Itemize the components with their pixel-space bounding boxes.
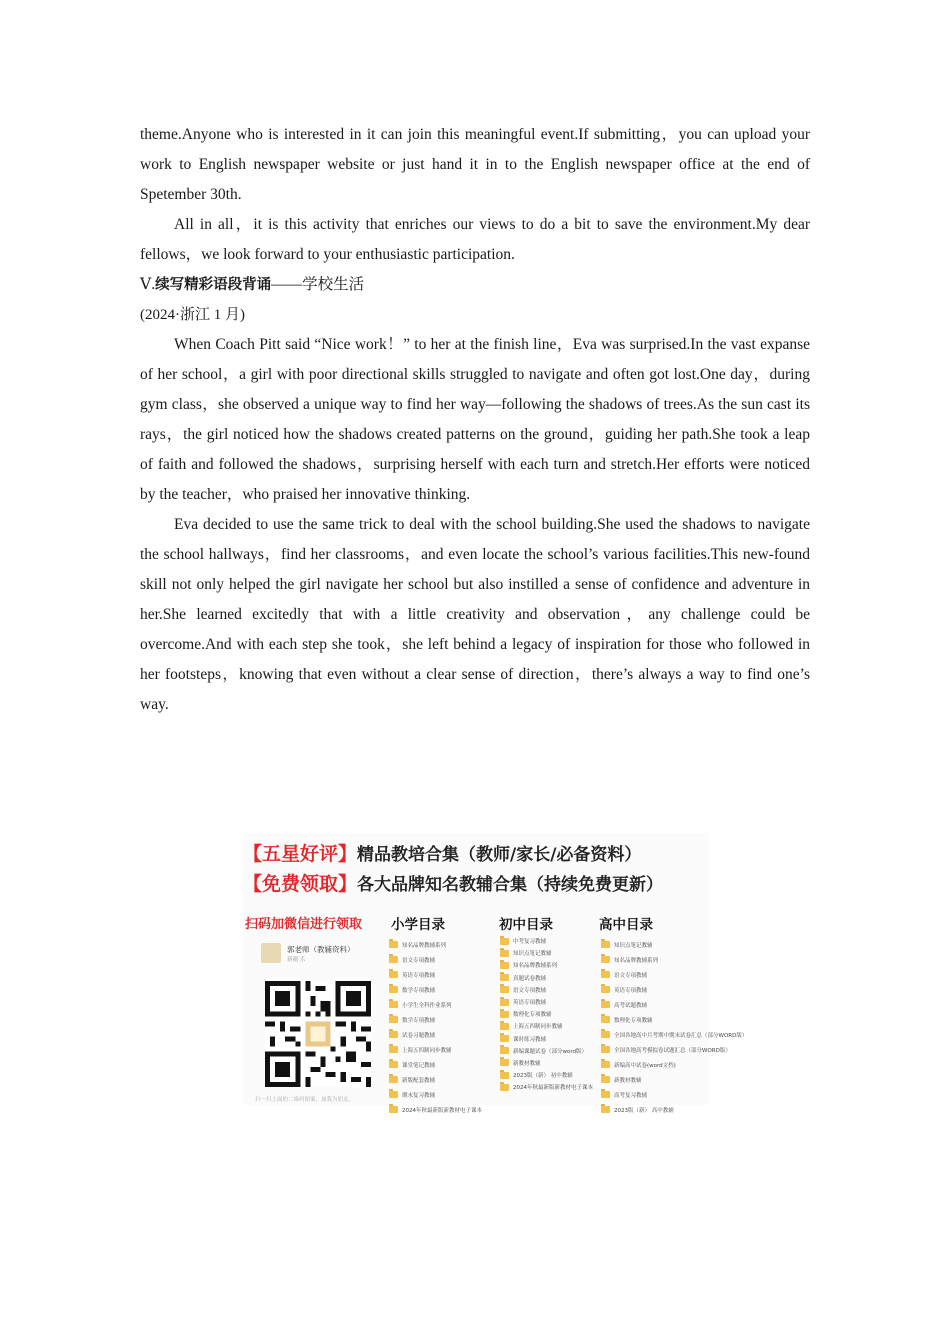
folder-icon (500, 1059, 509, 1066)
promo-banner (243, 833, 748, 1114)
folder-icon (500, 938, 509, 945)
folder-icon (500, 1023, 509, 1030)
folder-icon (389, 1046, 398, 1053)
list-item[interactable]: 数学专项教辅 (389, 982, 482, 997)
qr-caption: 扫一扫上面的二维码图案，加我为朋友。 (255, 1097, 355, 1103)
folder-icon (389, 1031, 398, 1038)
middle-folder-list (500, 935, 593, 1093)
paragraph-all-in-all: All in all，it is this activity that enriches our views to do a bit to save the environment.My dear fellows，we look forward to your enthusiastic participation. (140, 216, 810, 263)
list-item[interactable]: 新编课题试卷（部分word版） (500, 1045, 593, 1057)
column-title-primary: 小学目录 (391, 917, 445, 933)
promo-line-2-text: 各大品牌知名教辅合集（持续免费更新） (357, 875, 664, 895)
list-item[interactable]: 知识点笔记教辅 (500, 947, 593, 959)
list-item[interactable]: 新教材教辅 (601, 1072, 747, 1087)
list-item[interactable]: 数理化专项教辅 (601, 1012, 747, 1027)
list-item[interactable]: 英语专项教辅 (500, 996, 593, 1008)
folder-icon (500, 950, 509, 957)
folder-icon (500, 962, 509, 969)
promo-line-2 (243, 869, 709, 899)
list-item[interactable]: 真题试卷教辅 (500, 972, 593, 984)
column-title-middle: 初中目录 (499, 917, 553, 933)
folder-icon (500, 999, 509, 1006)
folder-icon (601, 941, 610, 948)
column-title-high: 高中目录 (599, 917, 653, 933)
list-item[interactable]: 知名品牌教辅系列 (500, 959, 593, 971)
promo-line-1-red: 【五星好评】 (243, 843, 358, 865)
folder-icon (500, 1047, 509, 1054)
high-folder-list (601, 937, 747, 1117)
folder-icon (500, 1035, 509, 1042)
section-heading (140, 270, 810, 300)
list-item[interactable]: 2023版（新） 高中教辅 (601, 1102, 747, 1117)
folder-icon (500, 1011, 509, 1018)
list-item[interactable]: 期末复习教辅 (389, 1087, 482, 1102)
folder-icon (389, 956, 398, 963)
folder-icon (389, 1106, 398, 1113)
section-source: (2024·浙江 1 月) (140, 307, 245, 323)
folder-icon (389, 1001, 398, 1008)
folder-icon (389, 941, 398, 948)
list-item[interactable]: 数理化专项教辅 (500, 1008, 593, 1020)
list-item[interactable]: 试卷习题教辅 (389, 1027, 482, 1042)
qr-card-header (261, 943, 381, 963)
folder-icon (601, 1106, 610, 1113)
list-item[interactable]: 中考复习教辅 (500, 935, 593, 947)
primary-folder-list (389, 937, 482, 1117)
list-item[interactable]: 高考复习教辅 (601, 1087, 747, 1102)
list-item[interactable]: 2024年秋最新版新教材电子课本 (500, 1081, 593, 1093)
promo-line-1 (243, 839, 709, 869)
folder-icon (601, 971, 610, 978)
list-item[interactable]: 2023版（新） 初中教辅 (500, 1069, 593, 1081)
list-item[interactable]: 知名品牌教辅系列 (601, 952, 747, 967)
paragraph-story-1: When Coach Pitt said “Nice work！” to her at the finish line，Eva was surprised.In the vast expanse of her school，a girl with poor directional skills struggled to navigate and often got lost.One day，during gym class，she observed a unique way to find her way—following the shadows of trees.As the sun cast its rays，the girl noticed how the shadows created patterns on the ground，guiding her path.She took a leap of faith and followed the shadows，surprising herself with each turn and stretch.Her efforts were noticed by the teacher，who praised her innovative thinking. (140, 336, 810, 503)
qr-card (261, 939, 381, 1099)
list-item[interactable]: 课时练习教辅 (500, 1033, 593, 1045)
folder-icon (389, 1076, 398, 1083)
list-item[interactable]: 新版配套教辅 (389, 1072, 482, 1087)
avatar (261, 943, 281, 963)
list-item[interactable]: 语文专项教辅 (389, 952, 482, 967)
section-title-rest: ——学校生活 (271, 276, 365, 293)
folder-icon (601, 1046, 610, 1053)
section-title-bold: 续写精彩语段背诵 (155, 277, 272, 293)
folder-icon (389, 986, 398, 993)
scan-label: 扫码加微信进行领取 (245, 917, 363, 932)
folder-icon (389, 1061, 398, 1068)
list-item[interactable]: 新编高中试卷(word文档) (601, 1057, 747, 1072)
folder-icon (389, 1091, 398, 1098)
qr-contact-region: 新疆 乐 (287, 956, 306, 963)
list-item[interactable]: 高考试题教辅 (601, 997, 747, 1012)
list-item[interactable]: 知识点笔记教辅 (601, 937, 747, 952)
promo-column-headers (243, 913, 709, 933)
list-item[interactable]: 全国各地高中月考期中期末试卷汇总（部分WORD版） (601, 1027, 747, 1042)
list-item[interactable]: 语文专项教辅 (601, 967, 747, 982)
list-item[interactable]: 小学生全科作业系列 (389, 997, 482, 1012)
folder-icon (601, 1076, 610, 1083)
folder-icon (500, 974, 509, 981)
folder-icon (500, 1084, 509, 1091)
list-item[interactable]: 英语专项教辅 (601, 982, 747, 997)
paragraph-theme: theme.Anyone who is interested in it can join this meaningful event.If submitting，you can upload your work to English newspaper website or just hand it in to the English newspaper office at the end of Spetember 30th. (140, 126, 810, 203)
folder-icon (500, 986, 509, 993)
qr-code-icon[interactable] (265, 981, 371, 1087)
list-item[interactable]: 英语专项教辅 (389, 967, 482, 982)
folder-icon (389, 971, 398, 978)
folder-icon (601, 1091, 610, 1098)
document-page (140, 120, 810, 720)
list-item[interactable]: 全国各地高考模拟卷试题汇总（部分WORD版） (601, 1042, 747, 1057)
folder-icon (389, 1016, 398, 1023)
list-item[interactable]: 2024年秋最新版新教材电子课本 (389, 1102, 482, 1117)
list-item[interactable]: 数学专项教辅 (389, 1012, 482, 1027)
folder-icon (601, 1001, 610, 1008)
promo-line-2-red: 【免费领取】 (243, 873, 358, 895)
folder-icon (601, 1031, 610, 1038)
list-item[interactable]: 上海五四制同步教辅 (389, 1042, 482, 1057)
folder-icon (601, 986, 610, 993)
folder-icon (601, 956, 610, 963)
list-item[interactable]: 知名品牌教辅系列 (389, 937, 482, 952)
paragraph-story-2: Eva decided to use the same trick to deal with the school building.She used the shadows to navigate the school hallways，find her classrooms，and even locate the school’s various facilities.This new-found skill not only helped the girl navigate her school but also instilled a sense of confidence and adventure in her.She learned excitedly that with a little creativity and observation，any challenge could be overcome.And with each step she took，she left behind a legacy of inspiration for those who followed in her footsteps，knowing that even without a clear sense of direction，there’s always a way to find one’s way. (140, 516, 810, 713)
list-item[interactable]: 上海五四制同步教辅 (500, 1020, 593, 1032)
folder-icon (500, 1072, 509, 1079)
list-item[interactable]: 新教材教辅 (500, 1057, 593, 1069)
list-item[interactable]: 语文专项教辅 (500, 984, 593, 996)
folder-icon (601, 1061, 610, 1068)
folder-icon (601, 1016, 610, 1023)
promo-line-1-text: 精品教培合集（教师/家长/必备资料） (357, 845, 642, 865)
list-item[interactable]: 课堂笔记教辅 (389, 1057, 482, 1072)
qr-contact-name: 郭老师（教辅资料） (287, 944, 355, 954)
section-number: Ⅴ. (140, 276, 156, 293)
